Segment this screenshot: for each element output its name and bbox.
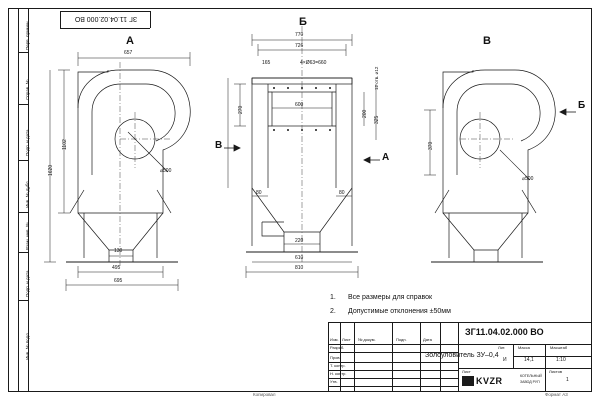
tb-top (328, 322, 591, 323)
dim-b-610: 610 (295, 255, 304, 261)
margin-label-4: Взам. инв. № (25, 222, 30, 250)
margin-label-2: Подп. и дата (25, 129, 30, 156)
note-text-2: Допустимые отклонения ±50мм (348, 308, 451, 315)
dim-a-657: 657 (124, 50, 133, 56)
dim-a-1620: 1620 (48, 164, 54, 176)
dim-b-80l: 80 (256, 190, 262, 196)
tb-line-5 (328, 378, 458, 379)
company-name: KVZR (476, 376, 503, 386)
tb-line-4 (328, 370, 458, 371)
note-num-1: 1. (330, 294, 336, 301)
dim-b-770: 770 (295, 32, 304, 38)
tb-mass-header: Масса (518, 345, 530, 350)
dim-a-130: 130 (114, 248, 123, 254)
tb-left (328, 322, 329, 391)
tb-mass-value: 14,1 (524, 357, 534, 363)
margin-label-6: Инв. № подл. (25, 331, 30, 360)
tb-line-3 (328, 362, 458, 363)
dim-a-695: 695 (114, 278, 123, 284)
dim-b-325: 325 (374, 115, 380, 124)
tb-row-razrab: Разраб. (330, 345, 345, 350)
dim-b-165: 165 (262, 60, 271, 66)
tb-scale-header: Масштаб (550, 345, 568, 350)
tb-drawing-number: ЗГ11.04.02.000 ВО (465, 327, 544, 337)
tb-col-docnum: № докум. (358, 337, 376, 342)
dim-b-600: 600 (295, 102, 304, 108)
tb-product-name: Золоуловитель ЗУ–0,4 (425, 352, 499, 359)
note-num-2: 2. (330, 308, 336, 315)
tb-lit-header: Лит. (498, 345, 506, 350)
tb-col-data: Дата (423, 337, 432, 342)
tb-col-7 (513, 344, 514, 368)
dim-b-810: 810 (295, 265, 304, 271)
tb-sheet-label: Лист (462, 369, 471, 374)
margin-label-5: Подп. и дата (25, 270, 30, 297)
tb-sheets-value: 1 (566, 377, 569, 383)
margin-label-1: Справ. № (25, 79, 30, 100)
tb-lit-value: И (503, 357, 507, 363)
dim-a-1102: 1102 (62, 139, 68, 150)
section-label-b-right: Б (578, 100, 586, 111)
company-logo-mark (462, 376, 474, 386)
section-label-a: А (382, 152, 390, 163)
margin-label-3: Инв. № дубл. (25, 180, 30, 208)
tb-col-izm: Изм. (330, 337, 339, 342)
section-label-v: В (215, 140, 223, 151)
topstamp-code: ЗГ 11.04.02.000 ВО (74, 15, 138, 22)
dim-b-270: 270 (238, 105, 244, 114)
dim-a-d500: ⌀500 (160, 168, 172, 174)
tb-row-prov: Пров. (330, 355, 341, 360)
tb-col-9 (545, 368, 546, 391)
dim-b-12holes: 12 отв. ⌀12 (374, 66, 379, 90)
margin-label-0: Перв. примен. (25, 20, 30, 50)
dim-b-200: 200 (362, 109, 368, 118)
tb-col-4 (420, 322, 421, 391)
dim-v-370: 370 (428, 141, 434, 150)
tb-row-tkontr: Т. контр. (330, 363, 346, 368)
dim-v-d500: ⌀500 (522, 176, 534, 182)
dim-b-80r: 80 (339, 190, 345, 196)
tb-col-podp: Подп. (396, 337, 407, 342)
tb-col-8 (545, 344, 546, 368)
company-sub2: ЗАВОД РУП (520, 380, 540, 384)
tb-row-utv: Утв. (330, 379, 338, 384)
tb-line-7 (458, 368, 591, 369)
dim-a-495: 495 (112, 265, 121, 271)
note-text-1: Все размеры для справок (348, 294, 433, 301)
tb-col-3 (392, 322, 393, 391)
tb-sheets-label: Листов (549, 369, 562, 374)
format-note: Формат А3 (545, 392, 568, 397)
dim-b-holes: 4×Ø63=660 (300, 60, 327, 66)
view-label-a: А (126, 35, 134, 47)
company-sub1: КОТЕЛЬНЫЙ (520, 374, 542, 378)
dim-b-726: 726 (295, 43, 304, 49)
tb-col-2 (354, 322, 355, 391)
copy-note: Копировал (253, 392, 276, 397)
view-label-b-top: Б (299, 16, 307, 28)
tb-line-6 (328, 386, 458, 387)
dim-b-220: 220 (295, 238, 304, 244)
tb-row-nkontr: Н. контр. (330, 371, 347, 376)
tb-scale-value: 1:10 (556, 357, 566, 363)
tb-col-list: Лист (342, 337, 351, 342)
view-label-v: В (483, 35, 491, 47)
